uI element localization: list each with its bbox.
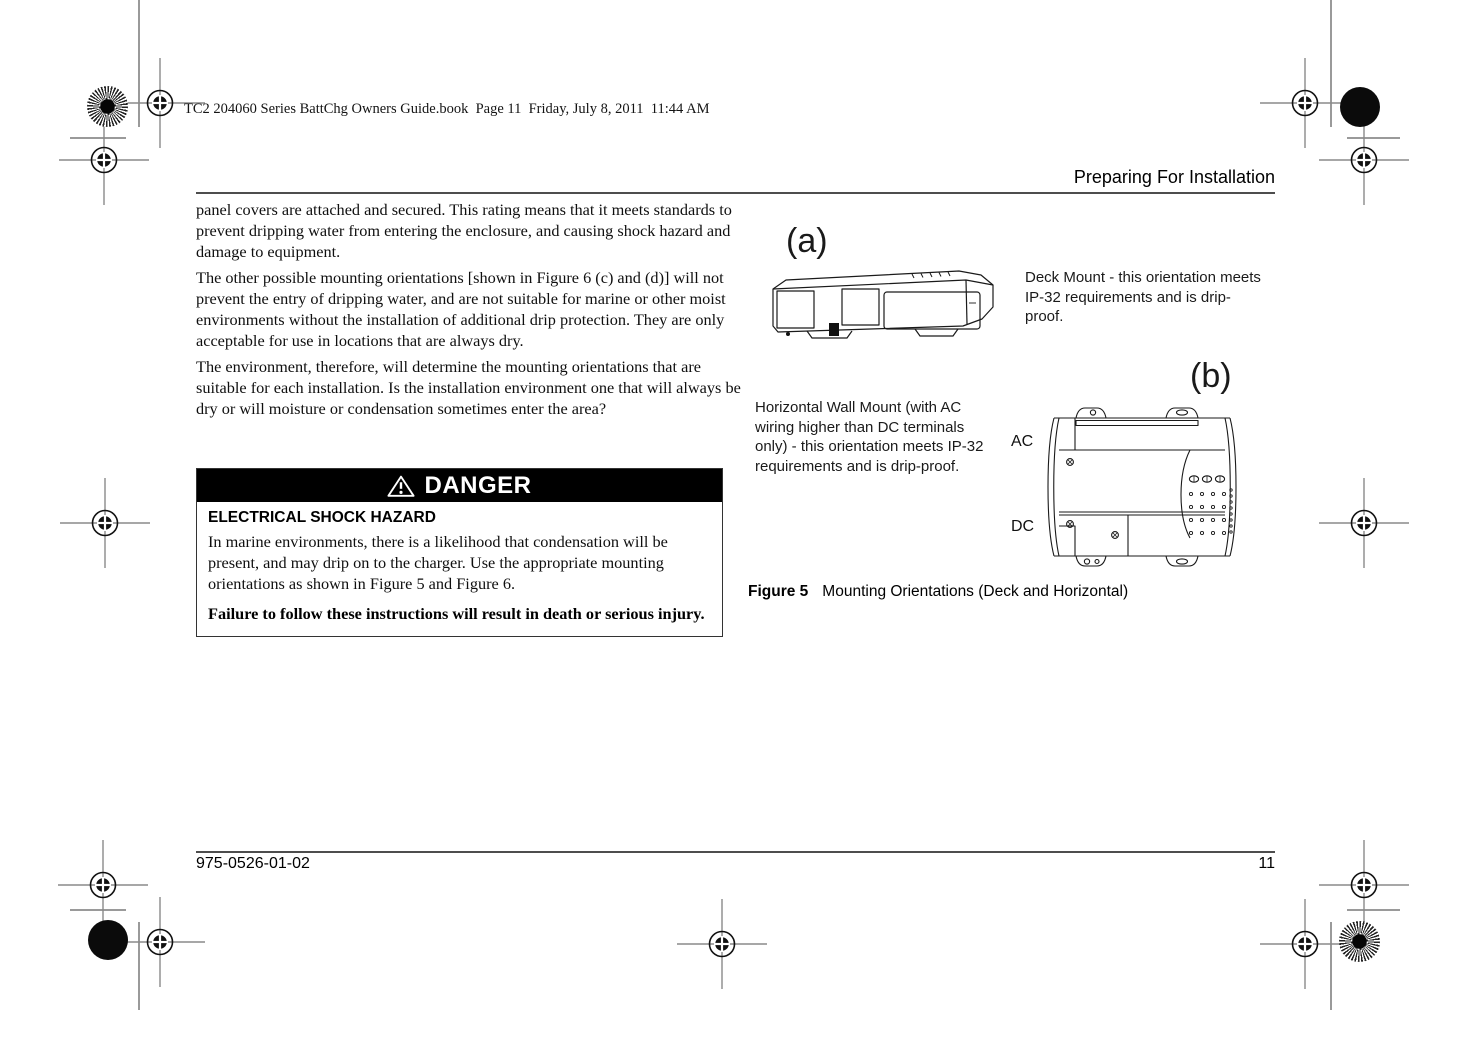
danger-heading: ELECTRICAL SHOCK HAZARD [208,509,436,526]
footer-rule [196,851,1275,853]
starburst-circle-icon [1339,921,1380,962]
danger-header-bar [197,469,722,502]
header-rule [196,192,1275,194]
ac-label: AC [1011,433,1034,450]
registration-target-icon [674,896,770,992]
dc-label: DC [1011,518,1035,535]
figure-part-label-a: (a) [786,222,828,260]
print-job-header: TC2 204060 Series BattChg Owners Guide.book Page 11 Friday, July 8, 2011 11:44 AM [184,101,710,117]
horizontal-wall-mount-illustration [1040,404,1245,574]
caption-deck-mount: Deck Mount - this orientation meets IP-32 requirements and is drip-proof. [1025,269,1261,325]
figure-number: Figure 5 [748,583,809,600]
danger-body [197,502,722,636]
document-number: 975-0526-01-02 [196,855,310,872]
caption-horizontal-wall-mount: Horizontal Wall Mount (with AC wiring higher than DC terminals only) - this orientation meets IP-32 requirements and is drip-proof. [755,399,984,475]
section-header: Preparing For Installation [1073,167,1275,187]
danger-title: DANGER [424,471,532,499]
danger-emphasis: Failure to follow these instructions will result in death or serious injury. [208,604,705,623]
body-paragraph-3: The environment, therefore, will determine the mounting orientations that are suitable for each installation. Is the installation environment one that will always be dry or will moisture or condensation sometimes enter the area? [196,357,741,418]
figure-title: Mounting Orientations (Deck and Horizontal) [822,583,1129,600]
starburst-circle-icon [87,86,128,127]
footer [196,855,1275,873]
figure-caption [748,583,1128,601]
solid-circle-icon [88,920,128,960]
registration-target-icon [57,475,153,571]
deck-mount-illustration [765,257,1000,357]
registration-target-icon [1316,475,1412,571]
danger-warning-box [196,468,723,637]
body-paragraph-2: The other possible mounting orientations [shown in Figure 6 (c) and (d)] will not prevent the entry of dripping water, and are not suitable for marine or other moist environments without the installation of additional drip protection. They are only acceptable for use in locations that are always dry. [196,268,726,350]
solid-circle-icon [1340,87,1380,127]
page-number: 11 [1258,855,1275,872]
danger-text: In marine environments, there is a likelihood that condensation will be present, and may drip on to the charger. Use the appropriate mounting orientations as shown in Figure 5 and Figure 6. [208,532,668,593]
warning-triangle-icon [387,474,415,498]
body-paragraph-1: panel covers are attached and secured. This rating means that it meets standards to prevent dripping water from entering the enclosure, and causing shock hazard and damage to equipment. [196,200,732,261]
figure-part-label-b: (b) [1190,357,1232,395]
